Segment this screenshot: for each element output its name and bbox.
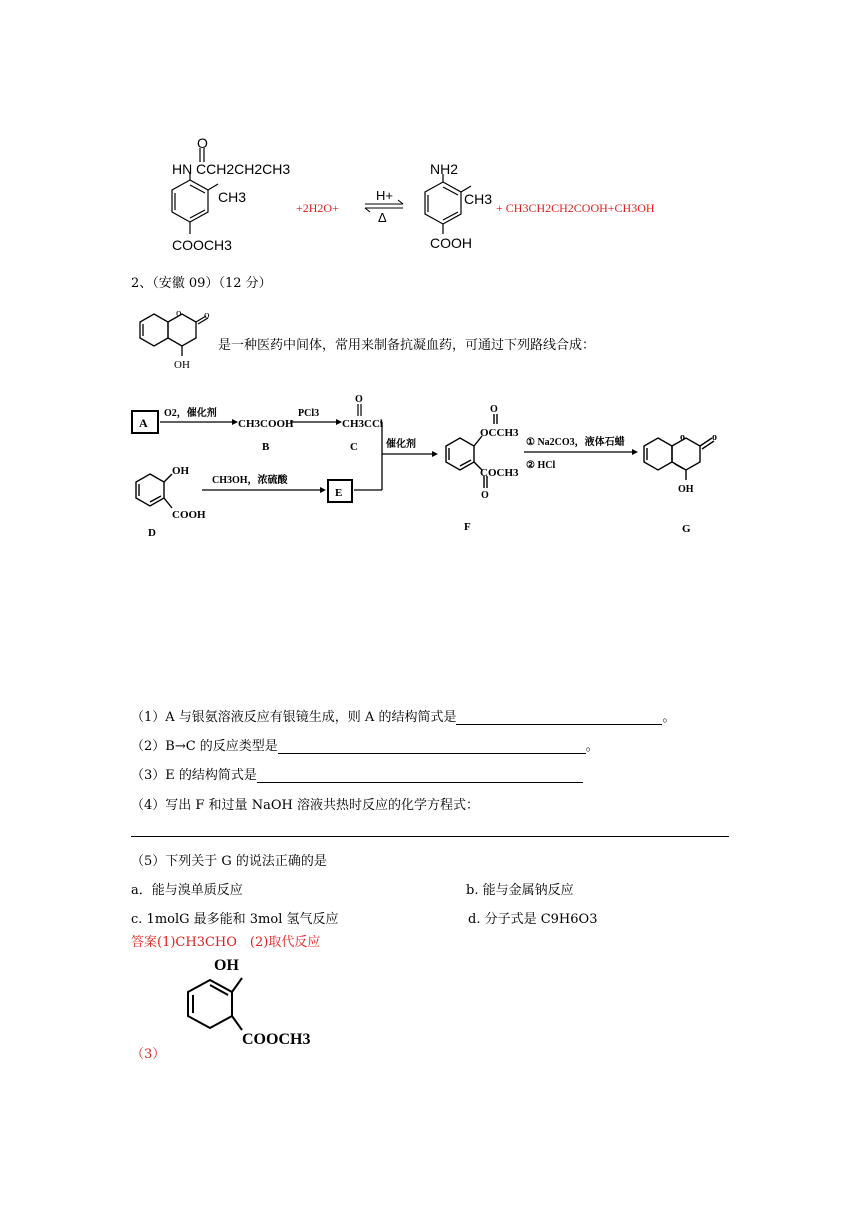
answer-blank-3[interactable] bbox=[257, 768, 583, 783]
question-1 bbox=[131, 706, 675, 725]
c-formula: CH3CCl bbox=[342, 418, 383, 430]
question-2-text: （2）B→C 的反应类型是 bbox=[131, 739, 278, 754]
reactant-ester-label: COOCH3 bbox=[172, 237, 232, 253]
c-label: C bbox=[350, 441, 358, 453]
c-o: O bbox=[355, 394, 363, 405]
f-side: COCH3 bbox=[480, 467, 519, 479]
intro-structure bbox=[132, 300, 222, 372]
product-acid-label: COOH bbox=[430, 235, 472, 251]
svg-text:o: o bbox=[204, 309, 210, 321]
cond-catalyst: 催化剂 bbox=[386, 439, 416, 450]
option-b[interactable]: b. 能与金属钠反应 bbox=[466, 883, 574, 898]
svg-text:o: o bbox=[712, 432, 717, 443]
answer-line: 答案(1)CH3CHO (2)取代反应 bbox=[131, 935, 321, 950]
f-top: OCCH3 bbox=[480, 427, 519, 439]
intro-text: 是一种医药中间体，常用来制备抗凝血药，可通过下列路线合成： bbox=[218, 338, 596, 353]
carbonyl-o-label: O bbox=[197, 138, 208, 151]
d-oh: OH bbox=[172, 465, 190, 477]
plus-water: +2H2O+ bbox=[296, 201, 339, 215]
option-a[interactable]: a．能与溴单质反应 bbox=[131, 883, 243, 898]
option-c[interactable]: c. 1molG 最多能和 3mol 氢气反应 bbox=[131, 912, 339, 927]
box-e-label: E bbox=[335, 487, 343, 499]
amide-label: HN bbox=[172, 161, 193, 177]
product-methyl-label: CH3 bbox=[464, 191, 493, 207]
svg-text:o: o bbox=[176, 307, 182, 319]
question-4: （4）写出 F 和过量 NaOH 溶液共热时反应的化学方程式： bbox=[131, 798, 479, 813]
answer-structure-e bbox=[170, 950, 330, 1054]
byproducts: + CH3CH2CH2COOH+CH3OH bbox=[496, 201, 655, 215]
question-5: （5）下列关于 G 的说法正确的是 bbox=[131, 854, 327, 869]
answer-blank-2[interactable] bbox=[278, 739, 586, 754]
condition-bottom: Δ bbox=[378, 210, 387, 225]
g-label: G bbox=[682, 523, 691, 535]
chain-label: CCH2CH2CH3 bbox=[196, 161, 291, 177]
d-label: D bbox=[148, 527, 156, 539]
d-cooh: COOH bbox=[172, 509, 206, 521]
b-label: B bbox=[262, 441, 270, 453]
question-2 bbox=[131, 735, 599, 754]
synthesis-scheme bbox=[128, 390, 738, 540]
cond-a-b: O2，催化剂 bbox=[164, 408, 217, 419]
cond-f-g-1: ① Na2CO3，液体石蜡 bbox=[526, 437, 625, 448]
f-label: F bbox=[464, 521, 471, 533]
answer-oh: OH bbox=[214, 957, 239, 974]
f-o-bottom: O bbox=[481, 490, 489, 501]
answer-line-4[interactable] bbox=[131, 836, 729, 837]
svg-text:o: o bbox=[680, 432, 685, 443]
cond-f-g-2: ② HCl bbox=[526, 460, 556, 471]
condition-top: H+ bbox=[376, 188, 393, 203]
b-formula: CH3COOH bbox=[238, 418, 294, 430]
answer-blank-1[interactable] bbox=[456, 710, 662, 725]
g-oh: OH bbox=[678, 484, 694, 495]
cond-b-c: PCl3 bbox=[298, 408, 320, 419]
reactant-methyl-label: CH3 bbox=[218, 189, 247, 205]
box-a-label: A bbox=[139, 416, 148, 430]
question-2-end: 。 bbox=[585, 739, 599, 754]
intro-oh-label: OH bbox=[174, 359, 190, 371]
amine-label: NH2 bbox=[430, 161, 459, 177]
f-o-top: O bbox=[490, 404, 498, 415]
option-d[interactable]: d. 分子式是 C9H6O3 bbox=[468, 912, 598, 927]
reaction-1 bbox=[160, 138, 680, 260]
answer-ester: COOCH3 bbox=[242, 1031, 311, 1048]
answer-label-3: （3） bbox=[131, 1047, 166, 1062]
question-1-end: 。 bbox=[662, 710, 676, 725]
question-1-text: （1）A 与银氨溶液反应有银镜生成，则 A 的结构简式是 bbox=[131, 710, 457, 725]
cond-d-e: CH3OH，浓硫酸 bbox=[212, 475, 288, 486]
question-3 bbox=[131, 764, 583, 783]
question-header: 2、（安徽 09）（12 分） bbox=[131, 276, 272, 291]
question-3-text: （3）E 的结构简式是 bbox=[131, 768, 257, 783]
